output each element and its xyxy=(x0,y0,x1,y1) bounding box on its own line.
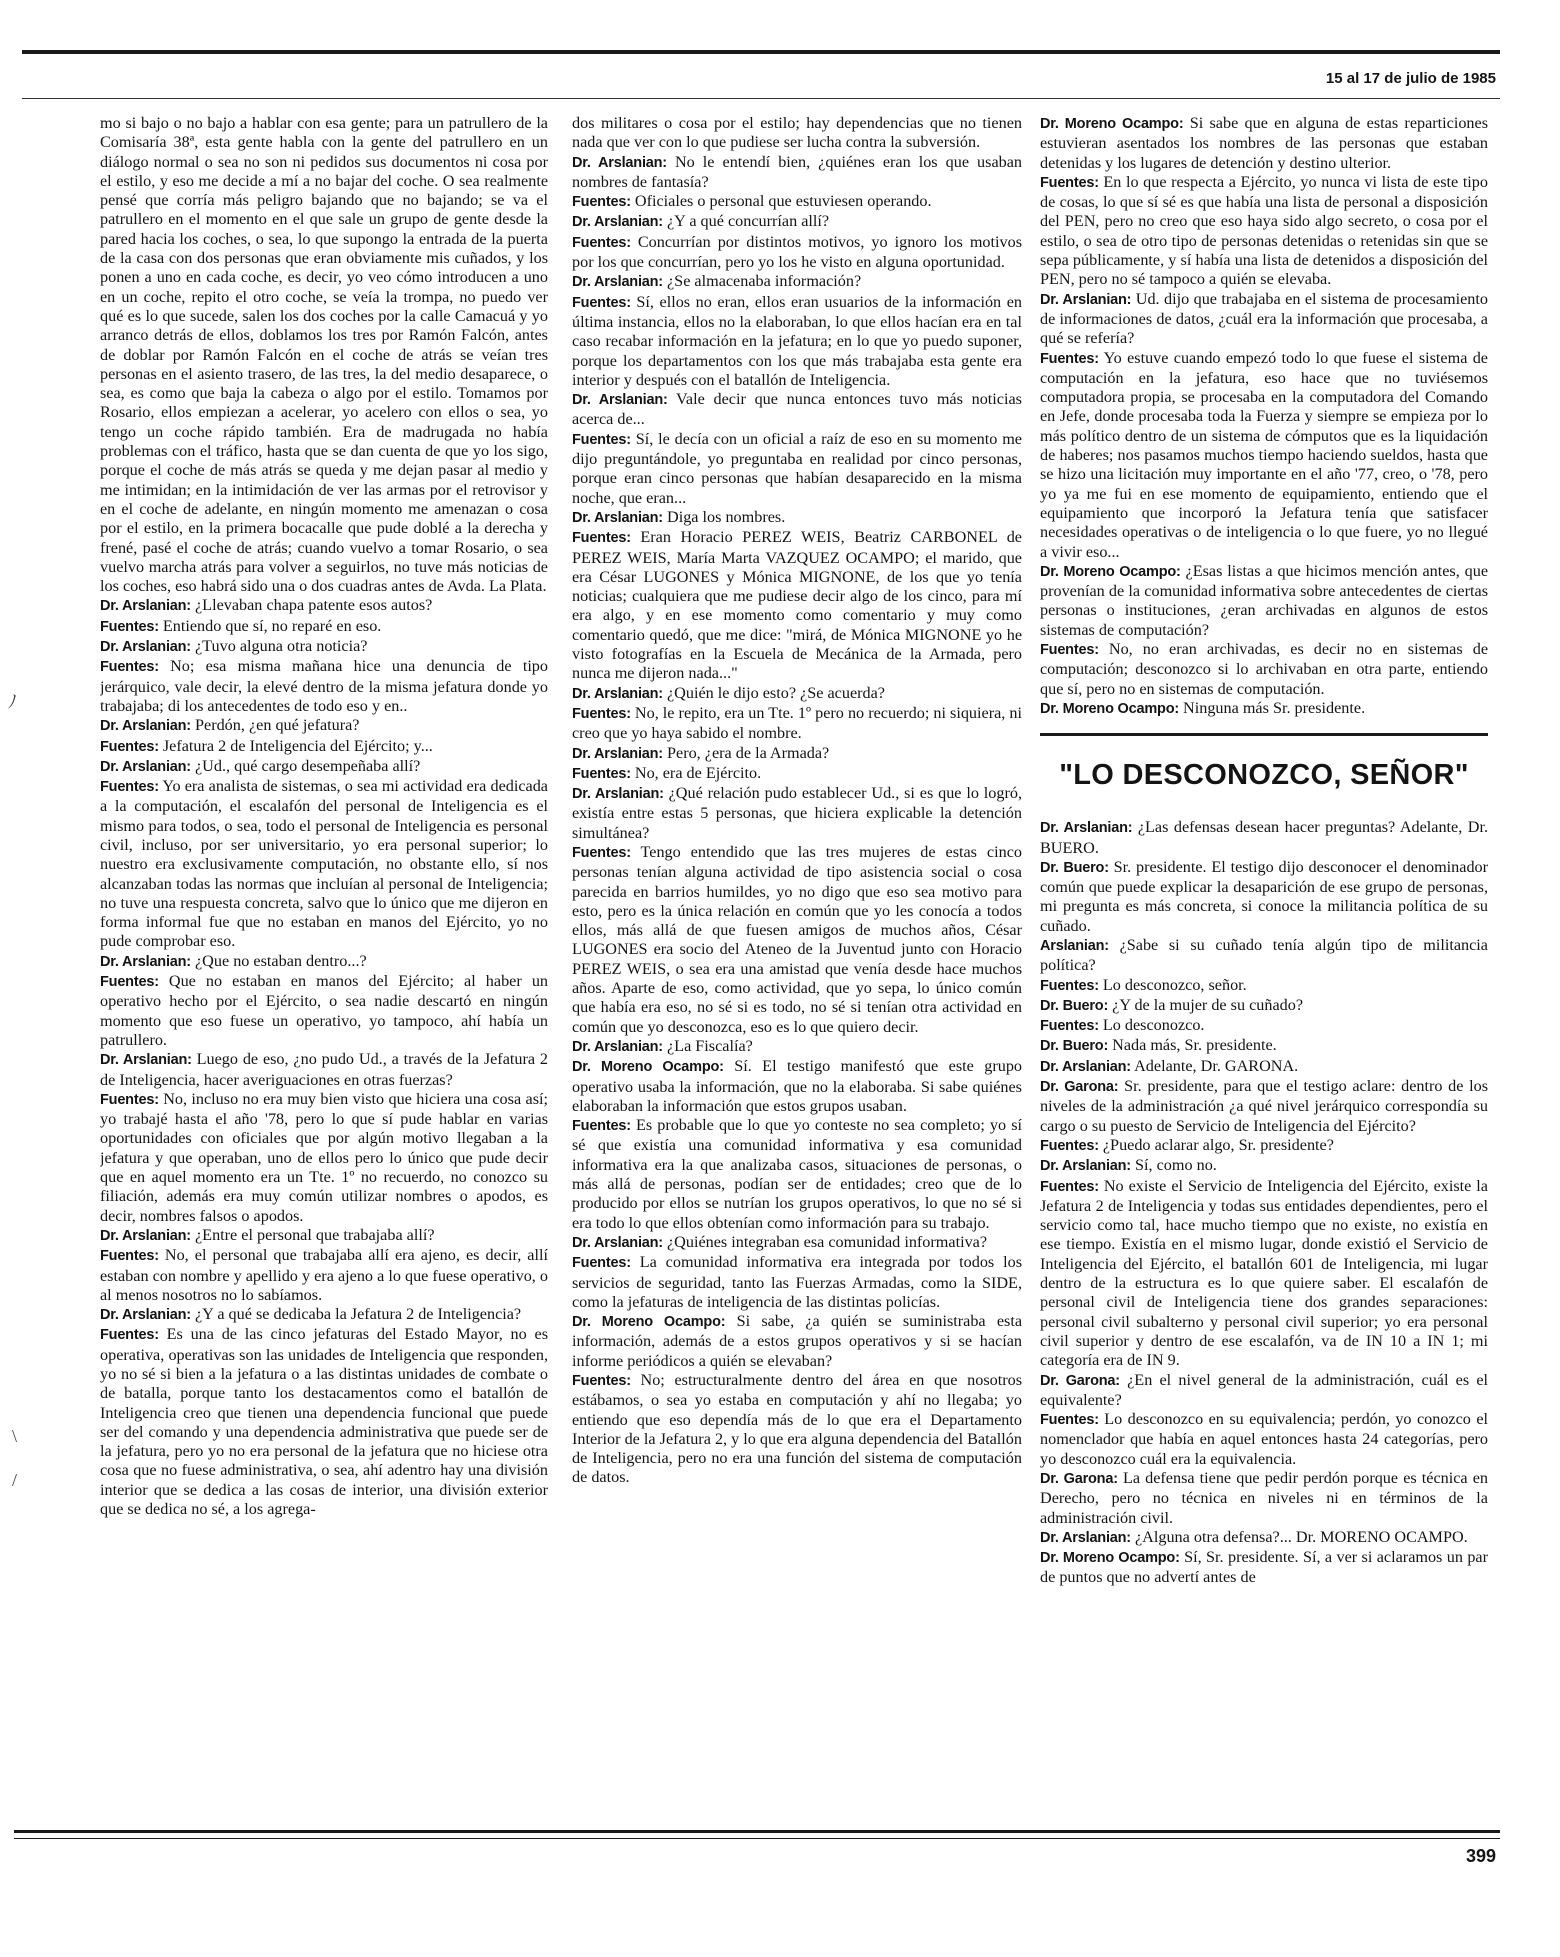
speaker-label: Fuentes: xyxy=(100,659,159,676)
paragraph-text: Sí, Sr. presidente. Sí, a ver si aclaramos un par de puntos que no advertí antes de xyxy=(1040,1548,1488,1587)
paragraph-text: Adelante, Dr. GARONA. xyxy=(1134,1056,1299,1075)
paragraph xyxy=(572,1253,1022,1312)
paragraph xyxy=(100,737,548,757)
issue-date: 15 al 17 de julio de 1985 xyxy=(1325,70,1496,87)
paragraph-text: Oficiales o personal que estuviesen operando. xyxy=(634,192,932,211)
paragraph xyxy=(100,972,548,1050)
paragraph xyxy=(572,1037,1022,1057)
paragraph xyxy=(572,233,1022,273)
speaker-label: Dr. Moreno Ocampo: xyxy=(572,1059,724,1076)
paragraph xyxy=(572,528,1022,683)
speaker-label: Fuentes: xyxy=(100,1091,159,1108)
paragraph-text: Sr. presidente, para que el testigo aclare: dentro de los niveles de la administración ¿a qué nivel jerárquico correspondía su cargo o su puesto de Servicio de Inteligencia del Ejército? xyxy=(1040,1077,1488,1135)
speaker-label: Fuentes: xyxy=(100,779,159,796)
speaker-label: Dr. Buero: xyxy=(1040,859,1109,876)
speaker-label: Fuentes: xyxy=(572,431,631,448)
speaker-label: Dr. Arslanian: xyxy=(100,953,191,970)
paragraph xyxy=(572,114,1022,153)
paragraph xyxy=(100,596,548,616)
column-1 xyxy=(100,114,548,1816)
paragraph-text: Diga los nombres. xyxy=(667,507,786,526)
column-2 xyxy=(572,114,1022,1816)
paragraph-text: No, era de Ejército. xyxy=(634,763,762,782)
speaker-label: Fuentes: xyxy=(1040,1018,1099,1035)
paragraph xyxy=(100,617,548,637)
paragraph xyxy=(100,716,548,736)
paragraph-text: Perdón, ¿en qué jefatura? xyxy=(195,716,360,735)
paragraph xyxy=(572,293,1022,390)
paragraph-text: Eran Horacio PEREZ WEIS, Beatriz CARBONEL de PEREZ WEIS, María Marta VAZQUEZ OCAMPO; el marido, que era César LUGONES y Mónica MIGNONE, de los que yo tenía noticias; cualquiera que me pudiese decir algo de los cinco, para mí era algo, y en ese momento como comentario y muy como comentario quedó, que me dice: "mirá, de Mónica MIGNONE yo he visto fotografías en la Escuela de Mecánica de la Armada, pero nunca me dijeron nada..." xyxy=(572,528,1022,683)
paragraph-text: No, el personal que trabajaba allí era ajeno, es decir, allí estaban con nombre y apellido y era ajeno a lo que fuese operativo, o al menos nosotros no lo sabíamos. xyxy=(100,1246,548,1304)
margin-mark: / xyxy=(12,1470,18,1490)
speaker-label: Fuentes: xyxy=(100,1248,159,1265)
paragraph-text: ¿Y a qué se dedicaba la Jefatura 2 de Inteligencia? xyxy=(195,1305,522,1324)
paragraph xyxy=(1040,1410,1488,1469)
speaker-label: Dr. Arslanian: xyxy=(572,274,663,291)
margin-mark: ﾉ xyxy=(8,692,17,712)
speaker-label: Dr. Arslanian: xyxy=(572,1234,663,1251)
paragraph xyxy=(572,704,1022,744)
paragraph-text: Yo estuve cuando empezó todo lo que fuese el sistema de computación en la jefatura, eso hace que no tuviésemos computadora propia, se procesaba en la computadora del Comando en Jefe, donde procesaba toda la Fuerza y siempre se empieza por lo más político dentro de un sistema de cómputos que es la liquidación de haberes; nos pasamos muchos tiempo haciendo sueldos, hasta que se hizo una licitación muy importante en el año '77, creo, o '78, pero yo ya me fui en ese momento de equipamiento, entiendo que el equipamiento que incorporó la Jefatura tenía que satisfacer necesidades operativas o de inteligencia o lo que fuere, yo no llegué a vivir eso... xyxy=(1040,348,1488,561)
paragraph-text: Pero, ¿era de la Armada? xyxy=(667,743,830,762)
paragraph-text: ¿Qué relación pudo establecer Ud., si es que lo logró, existía entre estas 5 personas, que hiciera explicable la detención simultánea? xyxy=(572,784,1022,842)
speaker-label: Fuentes: xyxy=(572,234,631,251)
paragraph-text: Ud. dijo que trabajaba en el sistema de procesamiento de informaciones de datos, ¿cuál era la información que procesaba, a qué se refería? xyxy=(1040,289,1488,348)
speaker-label: Fuentes: xyxy=(100,1327,159,1344)
paragraph xyxy=(572,212,1022,232)
paragraph xyxy=(100,1226,548,1246)
paragraph-text: Sr. presidente. El testigo dijo desconocer el denominador común que puede explicar la desaparición de ese grupo de personas, mi pregunta es más concreta, si conoce la militancia política de su cuñado. xyxy=(1040,857,1488,935)
paragraph xyxy=(100,1246,548,1305)
paragraph xyxy=(100,1305,548,1325)
speaker-label: Dr. Arslanian: xyxy=(572,786,664,803)
paragraph xyxy=(572,744,1022,764)
paragraph xyxy=(1040,1016,1488,1036)
speaker-label: Arslanian: xyxy=(1040,937,1109,954)
paragraph-text: dos militares o cosa por el estilo; hay dependencias que no tienen nada que ver con lo que pudiese ser lucha contra la subversión. xyxy=(572,114,1022,152)
speaker-label: Dr. Arslanian: xyxy=(572,392,668,409)
paragraph xyxy=(1040,173,1488,290)
speaker-label: Fuentes: xyxy=(572,765,631,782)
speaker-label: Dr. Arslanian: xyxy=(1040,291,1132,308)
paragraph xyxy=(572,1116,1022,1233)
paragraph xyxy=(1040,1371,1488,1411)
paragraph xyxy=(572,430,1022,508)
speaker-label: Fuentes: xyxy=(572,1373,631,1389)
column-3-part-a xyxy=(1040,114,1488,719)
column-3-part-b xyxy=(1040,818,1488,1588)
paragraph-text: Sí, como no. xyxy=(1135,1156,1217,1175)
paragraph xyxy=(1040,1036,1488,1056)
paragraph xyxy=(1040,640,1488,699)
paragraph-text: ¿La Fiscalía? xyxy=(667,1036,753,1055)
paragraph xyxy=(572,192,1022,212)
speaker-label: Dr. Garona: xyxy=(1040,1471,1118,1487)
speaker-label: Fuentes: xyxy=(572,530,631,547)
speaker-label: Dr. Arslanian: xyxy=(572,509,663,526)
speaker-label: Dr. Arslanian: xyxy=(572,1038,663,1055)
paragraph xyxy=(572,390,1022,430)
speaker-label: Dr. Arslanian: xyxy=(1040,1158,1131,1175)
speaker-label: Fuentes: xyxy=(1040,977,1099,994)
paragraph-text: Entiendo que sí, no reparé en eso. xyxy=(162,616,382,635)
paragraph xyxy=(1040,1548,1488,1588)
speaker-label: Fuentes: xyxy=(572,705,631,722)
paragraph-text: Lo desconozco. xyxy=(1102,1016,1205,1035)
speaker-label: Dr. Arslanian: xyxy=(572,745,663,762)
paragraph xyxy=(1040,114,1488,173)
speaker-label: Dr. Arslanian: xyxy=(100,718,191,735)
paragraph-text: ¿Quién le dijo esto? ¿Se acuerda? xyxy=(667,683,885,702)
speaker-label: Dr. Arslanian: xyxy=(572,214,663,231)
speaker-label: Dr. Arslanian: xyxy=(100,598,191,615)
bottom-rule xyxy=(14,1830,1500,1833)
speaker-label: Fuentes: xyxy=(100,974,159,991)
margin-mark: \ xyxy=(12,1426,18,1446)
paragraph xyxy=(1040,1177,1488,1371)
paragraph xyxy=(1040,1136,1488,1156)
top-rule xyxy=(22,50,1500,54)
speaker-label: Fuentes: xyxy=(572,294,631,311)
paragraph xyxy=(100,1325,548,1519)
paragraph xyxy=(572,684,1022,704)
speaker-label: Fuentes: xyxy=(572,1255,631,1272)
paragraph-text: Ninguna más Sr. presidente. xyxy=(1183,698,1366,717)
speaker-label: Dr. Arslanian: xyxy=(1040,1529,1131,1546)
paragraph-text: Lo desconozco, señor. xyxy=(1102,975,1247,994)
paragraph-text: No, le repito, era un Tte. 1º pero no recuerdo; ni siquiera, ni creo que yo haya sabido el nombre. xyxy=(572,703,1022,743)
paragraph xyxy=(572,1371,1022,1488)
paragraph-text: Sí, ellos no eran, ellos eran usuarios de la información en última instancia, ellos no la elaboraban, lo que ellos hacían era en tal caso recabar información en la jefatura; en lo que yo puedo suponer, porque los departamentos con los que más trabajaba esta gente era interior y después con el batallón de Inteligencia. xyxy=(572,292,1022,389)
paragraph xyxy=(1040,1077,1488,1136)
paragraph-text: Es una de las cinco jefaturas del Estado Mayor, no es operativa, operativas son las unidades de Inteligencia que responden, yo no sé si bien a la jefatura o a las distintas unidades de combate o de batalla, porque tanto los destacamentos como el batallón de Inteligencia creo que tienen una dependencia funcional que puede ser del comando y una dependencia administrativa que puede ser de la jefatura, pero yo no era personal de la jefatura que no hiciese otra cosa que no fuese administrativa, o sea, ahí adentro hay una división interior que se dedica a las cosas de interior, una división exterior que se dedica no sé, a los agrega- xyxy=(100,1325,548,1519)
speaker-label: Dr. Arslanian: xyxy=(100,639,191,656)
bottom-rule-thin xyxy=(14,1838,1500,1839)
speaker-label: Fuentes: xyxy=(1040,1137,1099,1154)
paragraph xyxy=(572,272,1022,292)
paragraph xyxy=(100,952,548,972)
speaker-label: Dr. Moreno Ocampo: xyxy=(1040,1550,1180,1567)
paragraph-text: ¿Que no estaban dentro...? xyxy=(195,951,367,970)
paragraph xyxy=(1040,290,1488,349)
paragraph-text: ¿Ud., qué cargo desempeñaba allí? xyxy=(195,756,421,775)
paragraph-text: ¿Puedo aclarar algo, Sr. presidente? xyxy=(1102,1135,1334,1154)
speaker-label: Dr. Arslanian: xyxy=(572,154,667,171)
paragraph xyxy=(100,1050,548,1090)
speaker-label: Dr. Moreno Ocampo: xyxy=(572,1314,726,1331)
paragraph-text: ¿Esas listas a que hicimos mención antes, que provenían de la comunidad informativa sobre antecedentes de ciertas personas o instituciones, ¿eran archivadas en algunos de estos sistemas de computación? xyxy=(1040,561,1488,639)
paragraph xyxy=(1040,936,1488,976)
paragraph xyxy=(100,1090,548,1226)
speaker-label: Dr. Arslanian: xyxy=(1040,820,1133,837)
paragraph xyxy=(1040,1057,1488,1077)
paragraph xyxy=(1040,1156,1488,1176)
paragraph-text: No, no eran archivadas, es decir no en sistemas de computación; desconozco si lo archivaban en otra parte, entiendo que sí, pero no en sistemas de computación. xyxy=(1040,640,1488,698)
speaker-label: Dr. Moreno Ocampo: xyxy=(1040,700,1179,717)
paragraph-text: ¿Las defensas desean hacer preguntas? Adelante, Dr. BUERO. xyxy=(1040,818,1488,857)
column-3 xyxy=(1040,114,1488,1816)
speaker-label: Dr. Arslanian: xyxy=(100,1307,191,1324)
paragraph-text: Que no estaban en manos del Ejército; al haber un operativo hecho por el Ejército, o sea nadie descartó en ningún momento que eso fuese un operativo, yo tampoco, ahí había un patrullero. xyxy=(100,972,548,1049)
paragraph xyxy=(100,777,548,952)
speaker-label: Dr. Moreno Ocampo: xyxy=(1040,116,1184,132)
paragraph-text: La comunidad informativa era integrada por todos los servicios de seguridad, tanto las Fuerzas Armadas, como la SIDE, como la jefaturas de inteligencia de las distintas policías. xyxy=(572,1253,1022,1311)
speaker-label: Fuentes: xyxy=(1040,642,1099,659)
paragraph xyxy=(1040,976,1488,996)
paragraph-text: Sí. El testigo manifestó que este grupo operativo usaba la información, que no la elaboraba. Si sabe quiénes elaboraban la información que estos grupos usaban. xyxy=(572,1057,1022,1115)
paragraph xyxy=(572,764,1022,784)
paragraph xyxy=(572,1312,1022,1371)
paragraph-text: ¿Y a qué concurrían allí? xyxy=(667,212,830,231)
paragraph xyxy=(100,637,548,657)
paragraph-text: Jefatura 2 de Inteligencia del Ejército; y... xyxy=(162,736,433,755)
paragraph xyxy=(1040,1469,1488,1528)
speaker-label: Fuentes: xyxy=(572,194,631,211)
speaker-label: Fuentes: xyxy=(572,1118,631,1135)
paragraph xyxy=(100,757,548,777)
paragraph-text: ¿Tuvo alguna otra noticia? xyxy=(195,637,368,656)
paragraph-text: ¿Sabe si su cuñado tenía algún tipo de militancia política? xyxy=(1040,935,1488,975)
speaker-label: Dr. Arslanian: xyxy=(1040,1058,1131,1075)
speaker-label: Dr. Arslanian: xyxy=(100,1052,192,1069)
speaker-label: Dr. Arslanian: xyxy=(100,758,191,775)
paragraph-text: Nada más, Sr. presidente. xyxy=(1112,1036,1277,1055)
paragraph-text: No le entendí bien, ¿quiénes eran los que usaban nombres de fantasía? xyxy=(572,152,1022,191)
paragraph xyxy=(1040,562,1488,640)
date-rule xyxy=(22,98,1500,99)
paragraph-text: ¿En el nivel general de la administración, cuál es el equivalente? xyxy=(1040,1370,1488,1409)
section-title: "LO DESCONOZCO, SEÑOR" xyxy=(1059,759,1469,792)
paragraph xyxy=(1040,349,1488,562)
paragraph-text: Si sabe que en alguna de estas reparticiones estuvieran asentados los nombres de las personas que estaban detenidas y los lugares de detención y destino ulterior. xyxy=(1040,114,1488,172)
speaker-label: Fuentes: xyxy=(100,618,159,635)
paragraph-text: No, incluso no era muy bien visto que hiciera una cosa así; yo trabajé hasta el año '78, pero lo que sí pude hablar en varias oportunidades con oficiales que por algún motivo llegaban a la jefatura y que operaban, uno de ellos pero lo único que pude decir que en aquel momento era un Tte. 1º no recuerdo, no conozco su filiación, además era muy común utilizar nombres o apodos, es decir, nombres falsos o apodos. xyxy=(100,1089,548,1225)
paragraph-text: Vale decir que nunca entonces tuvo más noticias acerca de... xyxy=(572,390,1022,429)
paragraph xyxy=(100,114,548,596)
speaker-label: Dr. Buero: xyxy=(1040,1038,1109,1055)
paragraph xyxy=(572,153,1022,193)
paragraph-text: ¿Se almacenaba información? xyxy=(667,272,862,291)
paragraph-text: Yo era analista de sistemas, o sea mi actividad era dedicada a la computación, el escalafón del personal de Inteligencia es el mismo para todos, o sea, todo el personal de Inteligencia es personal civil, incluso, por ser universitario, yo era personal superior; lo nuestro era exclusivamente computación, no obstante ello, sí nos alcanzaban todas las normas que incluían al personal de Inteligencia; no tuve una respuesta concreta, salvo que lo único que me dijeron en forma informal fue que no estaban en manos del Ejército, yo no pude comprobar eso. xyxy=(100,777,548,951)
paragraph xyxy=(1040,699,1488,719)
paragraph xyxy=(572,784,1022,843)
section-rule xyxy=(1040,733,1488,736)
paragraph-text: La defensa tiene que pedir perdón porque es técnica en Derecho, pero no técnica en niveles ni en términos de la administración civil. xyxy=(1040,1469,1488,1527)
paragraph-text: mo si bajo o no bajo a hablar con esa gente; para un patrullero de la Comisaría 38ª, esta gente habla con la gente del patrullero en un diálogo normal o sea no son ni pedidos sus documentos ni cosa por el estilo, y eso me decide a mí a no bajar del coche. O sea realmente pensé que corría más peligro bajando que no bajando; se va el patrullero en el momento en el que sale un grupo de gente desde la pared hacia los coches, o sea, lo que supongo la entrada de la puerta de la casa con dos personas que eran obviamente mis cuñados, y los ponen a uno en cada coche, es decir, yo veo cómo introducen a uno en un coche, repito el otro coche, se veía la trompa, no puedo ver qué es lo que sucede, salen los dos coches por la calle Camacuá y yo arranco detrás de ellos, doblamos los tres por Ramón Falcón, antes de doblar por Ramón Falcón en el coche de atrás se veían tres personas en el asiento trasero, de las tres, la del medio desaparece, o sea, es como que baja la cabeza o algo por el estilo. Tomamos por Rosario, ellos empiezan a acelerar, yo acelero con ellos o sea, yo tengo un coche rápido también. Era de madrugada no había problemas con el tráfico, hasta que se dan cuenta de que yo los sigo, porque el coche de más atrás se queda y me dejan pasar al medio y me intimidan; en la intimidación de ver las armas por el retrovisor y en el coche de adelante, en ningún momento me amenazan o cosa por el estilo, en la primera bocacalle que pude doblé a la derecha y frené, pasé el coche de atrás; cuando vuelvo a tomar Rosario, o sea vuelvo marcha atrás para volver a seguirlos, no tuve más noticias de los coches, eso habrá sido una o dos cuadras antes de Avda. La Plata. xyxy=(100,114,548,596)
page-number: 399 xyxy=(1465,1846,1496,1866)
speaker-label: Fuentes: xyxy=(100,738,159,755)
paragraph xyxy=(572,843,1022,1037)
speaker-label: Dr. Garona: xyxy=(1040,1372,1120,1389)
paragraph-text: No existe el Servicio de Inteligencia del Ejército, existe la Jefatura 2 de Inteligencia y todas sus entidades dependientes, pero el servicio como tal, hace mucho tiempo que no existe, no existía en ese tiempo. Existía en el mismo lugar, donde existió el Servicio de Inteligencia del Ejército, el batallón 601 de Inteligencia, mi lugar dentro de la estructura es lo que quiere saber. El escalafón de personal civil de Inteligencia tiene dos grandes separaciones: personal civil subalterno y personal civil superior; yo era personal civil superior y dentro de ese escalafón, va de IN 10 a IN 1; mi categoría era de IN 9. xyxy=(1040,1176,1488,1370)
paragraph xyxy=(1040,858,1488,936)
speaker-label: Fuentes: xyxy=(1040,350,1099,367)
speaker-label: Fuentes: xyxy=(1040,1178,1099,1195)
paragraph-text: No; estructuralmente dentro del área en que nosotros estábamos, o sea yo estaba en computación y ahí no llegaba; yo entiendo que eso dependía más de lo que era el Departamento Interior de la Jefatura 2, y lo que era alguna dependencia del Batallón de Inteligencia, pero no era una función del sistema de computación de datos. xyxy=(572,1371,1022,1487)
paragraph-text: Si sabe, ¿a quién se suministraba esta información, además de a estos grupos operativos y si se hacían informe periódicos a quién se elevaban? xyxy=(572,1312,1022,1370)
paragraph-text: Es probable que lo que yo conteste no sea completo; yo sí sé que existía una comunidad informativa y esa comunidad informativa era la que analizaba casos, situaciones de personas, o más allá de personas, podían ser de entidades; creo que de lo producido por ellos se nutrían los grupos operativos, lo que no sé si era todo lo que ellos obtenían como información para su trabajo. xyxy=(572,1116,1022,1232)
paragraph xyxy=(1040,818,1488,858)
paragraph-text: Tengo entendido que las tres mujeres de estas cinco personas tenían alguna actividad de tipo asistencia social o cosa parecida en barrios humildes, yo no digo que eso sea motivo para esto, pero es la única relación en común que yo les conocía a todos ellos, más allá de que fuesen amigos de muchos años, César LUGONES era socio del Ateneo de la Juventud junto con Horacio PEREZ WEIS, o sea era una amistad que venía desde hace muchos años. Aparte de eso, como actividad, que yo sepa, lo único común que había era eso, no sé si es todo, no sé si tenían otra actividad en común que yo desconozca, eso es lo que quiero decir. xyxy=(572,842,1022,1036)
speaker-label: Fuentes: xyxy=(1040,1412,1099,1429)
paragraph-text: Sí, le decía con un oficial a raíz de eso en su momento me dijo preguntándole, yo preguntaba en realidad por cinco personas, porque eran cinco personas que habían desaparecido en la misma noche, que eran... xyxy=(572,429,1022,507)
speaker-label: Dr. Buero: xyxy=(1040,997,1109,1014)
speaker-label: Fuentes: xyxy=(572,844,631,861)
paragraph xyxy=(572,1057,1022,1116)
paragraph-text: En lo que respecta a Ejército, yo nunca vi lista de este tipo de cosas, lo que sí sé es que había una lista de personal a disposición del PEN, pero no creo que eso haya sido algo secreto, o cosa por el estilo, o sea de otro tipo de personas detenidas o retenidas sin que se sepa públicamente, y sí había una lista de detenidos a disposición del PEN, pero no sé tampoco a quién se elevaba. xyxy=(1040,172,1488,289)
speaker-label: Dr. Arslanian: xyxy=(572,685,663,702)
paragraph xyxy=(1040,1528,1488,1548)
speaker-label: Dr. Garona: xyxy=(1040,1079,1119,1096)
paragraph-text: ¿Quiénes integraban esa comunidad informativa? xyxy=(667,1232,988,1251)
speaker-label: Dr. Moreno Ocampo: xyxy=(1040,563,1181,580)
paragraph-text: Luego de eso, ¿no pudo Ud., a través de la Jefatura 2 de Inteligencia, hacer averiguaciones en otras fuerzas? xyxy=(100,1050,548,1089)
speaker-label: Dr. Arslanian: xyxy=(100,1227,191,1244)
paragraph-text: ¿Y de la mujer de su cuñado? xyxy=(1112,995,1304,1014)
paragraph xyxy=(572,508,1022,528)
paragraph-text: Lo desconozco en su equivalencia; perdón, yo conozco el nomenclador que había en aquel entonces hasta 24 categorías, pero yo desconozco cuál era la equivalencia. xyxy=(1040,1410,1488,1468)
paragraph xyxy=(100,657,548,716)
speaker-label: Fuentes: xyxy=(1040,174,1099,191)
paragraph-text: Concurrían por distintos motivos, yo ignoro los motivos por los que concurrían, pero yo los he visto en alguna oportunidad. xyxy=(572,232,1022,272)
paragraph xyxy=(1040,996,1488,1016)
paragraph-text: ¿Entre el personal que trabajaba allí? xyxy=(195,1225,435,1244)
paragraph xyxy=(572,1233,1022,1253)
paragraph-text: No; esa misma mañana hice una denuncia de tipo jerárquico, vale decir, la elevé dentro de la misma jefatura donde yo trabajaba; di los antecedentes de todo eso y en.. xyxy=(100,657,548,715)
paragraph-text: ¿Alguna otra defensa?... Dr. MORENO OCAMPO. xyxy=(1135,1527,1468,1546)
paragraph-text: ¿Llevaban chapa patente esos autos? xyxy=(195,596,433,615)
